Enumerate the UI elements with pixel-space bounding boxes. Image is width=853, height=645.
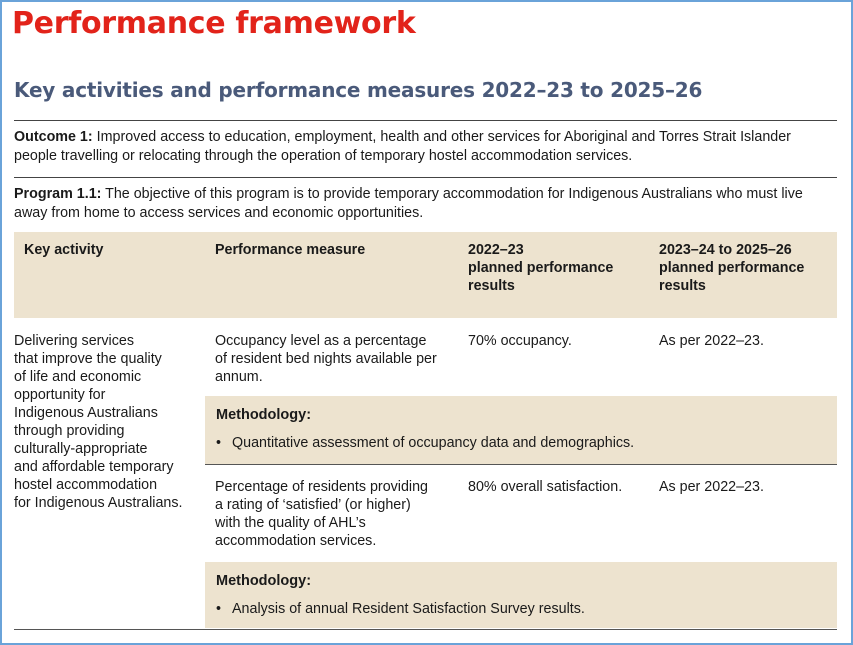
- methodology-text: Quantitative assessment of occupancy data and demographics.: [232, 435, 635, 451]
- outcome-text: Improved access to education, employment, health and other services for Aboriginal and Torres Strait Islander people travelling or relocating through the operation of temporary hostel accommodation services.: [14, 129, 791, 164]
- column-header-key-activity: Key activity: [24, 242, 104, 258]
- divider: [205, 464, 837, 465]
- planned-2023-26-occupancy: As per 2022–23.: [659, 333, 764, 349]
- bullet-icon: •: [216, 601, 222, 617]
- methodology-box: [205, 562, 837, 628]
- column-header-performance-measure: Performance measure: [215, 242, 366, 258]
- divider: [14, 120, 837, 121]
- program-label: Program 1.1:: [14, 186, 102, 202]
- planned-2022-23-occupancy: 70% occupancy.: [468, 333, 572, 349]
- program-text: The objective of this program is to provide temporary accommodation for Indigenous Australians who must live away from home to access services and economic opportunities.: [14, 186, 803, 221]
- methodology-text: Analysis of annual Resident Satisfaction Survey results.: [232, 601, 585, 617]
- outcome-label: Outcome 1:: [14, 129, 93, 145]
- column-header-planned-2022-23: 2022–23 planned performance results: [468, 242, 614, 294]
- performance-measure-satisfaction: Percentage of residents providing a rating of ‘satisfied’ (or higher) with the quality of AHL’s accommodation services.: [215, 479, 428, 549]
- methodology-title: Methodology:: [216, 407, 312, 423]
- divider: [14, 177, 837, 178]
- planned-2022-23-satisfaction: 80% overall satisfaction.: [468, 479, 623, 495]
- methodology-box: [205, 396, 837, 464]
- page-title: Performance framework: [12, 6, 416, 41]
- outcome-statement: [14, 128, 824, 166]
- bullet-icon: •: [216, 435, 222, 451]
- table-header: [14, 232, 837, 318]
- methodology-title: Methodology:: [216, 573, 312, 589]
- planned-2023-26-satisfaction: As per 2022–23.: [659, 479, 764, 495]
- key-activity-text: Delivering services that improve the quality of life and economic opportunity for Indigenous Australians through providing culturally-appropriate and affordable temporary hostel accommodation for Indigenous Australians.: [14, 333, 183, 511]
- divider: [14, 629, 837, 630]
- methodology-item: [216, 435, 634, 451]
- column-header-planned-2023-26: 2023–24 to 2025–26 planned performance results: [659, 242, 805, 294]
- performance-measure-occupancy: Occupancy level as a percentage of resident bed nights available per annum.: [215, 333, 437, 385]
- program-statement: [14, 185, 824, 223]
- section-title: Key activities and performance measures 2022–23 to 2025–26: [14, 78, 703, 102]
- methodology-item: [216, 601, 585, 617]
